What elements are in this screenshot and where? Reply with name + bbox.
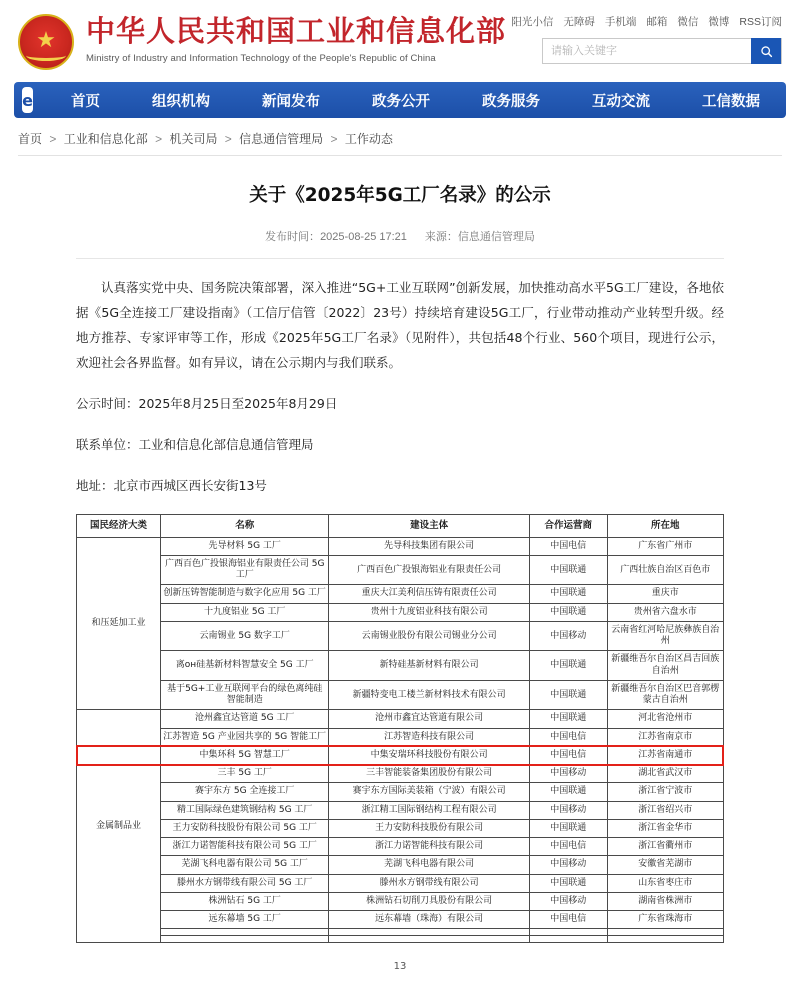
header-right: [511, 14, 782, 64]
quicklink-mobile[interactable]: 手机端: [604, 16, 637, 28]
cell-operator: 中国联通: [529, 555, 607, 585]
cell-entity: 新疆特变电工楼兰新材料技术有限公司: [329, 680, 530, 710]
cell-operator: 中国电信: [529, 537, 607, 555]
national-emblem-icon: [18, 14, 74, 70]
cell-name: 创新压铸智能制造与数字化应用 5G 工厂: [161, 585, 329, 603]
cell-operator: 中国电信: [529, 838, 607, 856]
cell-operator: 中国电信: [529, 911, 607, 929]
cell-name: 十九度铝业 5G 工厂: [161, 603, 329, 621]
nav-item-organization[interactable]: 组织机构: [152, 93, 210, 110]
cell-operator: 中国联通: [529, 651, 607, 681]
cell-location: 新疆维吾尔自治区巴音郭楞蒙古自治州: [607, 680, 723, 710]
document-meta: [76, 228, 724, 259]
table-row: [77, 936, 724, 943]
table-row: [77, 765, 724, 783]
cell-entity: [329, 929, 530, 936]
table-row: [77, 911, 724, 929]
table-container: [76, 514, 724, 944]
cell-location: 浙江省绍兴市: [607, 801, 723, 819]
breadcrumb-separator: >: [224, 132, 232, 146]
cell-operator: 中国联通: [529, 680, 607, 710]
table-row: [77, 651, 724, 681]
cell-name: [161, 936, 329, 943]
paragraph-publicity-period: 公示时间：2025年8月25日至2025年8月29日: [76, 395, 338, 411]
table-row: [77, 783, 724, 801]
breadcrumb-item-home[interactable]: 首页: [18, 132, 43, 146]
cell-entity: 先导科技集团有限公司: [329, 537, 530, 555]
breadcrumb-separator: >: [330, 132, 338, 146]
cell-name: 离он硅基新材料智慧安全 5G 工厂: [161, 651, 329, 681]
breadcrumb-item-miit[interactable]: 工业和信息化部: [63, 132, 148, 146]
cell-location: 贵州省六盘水市: [607, 603, 723, 621]
cell-location: 浙江省宁波市: [607, 783, 723, 801]
cell-operator: 中国联通: [529, 783, 607, 801]
quicklink-rss[interactable]: RSS订阅: [739, 16, 782, 28]
cell-entity: 三丰智能装备集团股份有限公司: [329, 765, 530, 783]
cell-location: 江苏省南通市: [607, 746, 723, 764]
cell-entity: 滕州水方钢带线有限公司: [329, 874, 530, 892]
table-row: [77, 874, 724, 892]
nav-item-gov-affairs-open[interactable]: 政务公开: [372, 93, 430, 110]
cell-category-group2: 金属制品业: [77, 710, 161, 943]
quicklink-accessibility[interactable]: 无障碍: [563, 16, 595, 28]
cell-name: 中集环科 5G 智慧工厂: [161, 746, 329, 764]
cell-name: 广西百色广投银海铝业有限责任公司 5G 工厂: [161, 555, 329, 585]
cell-location: 广西壮族自治区百色市: [607, 555, 723, 585]
table-body: [77, 537, 724, 943]
search-input[interactable]: [543, 39, 751, 63]
cell-name: 基于5G+工业互联网平台的绿色离纯硅智能制造: [161, 680, 329, 710]
nav-item-gov-services[interactable]: 政务服务: [482, 93, 540, 110]
cell-entity: 浙江精工国际钢结构工程有限公司: [329, 801, 530, 819]
quicklink-wechat[interactable]: 微信: [677, 16, 699, 28]
breadcrumb: [18, 130, 782, 156]
search-bar[interactable]: [542, 38, 782, 64]
breadcrumb-separator: >: [49, 132, 57, 146]
nav-item-news[interactable]: 新闻发布: [262, 93, 320, 110]
cell-name: [161, 929, 329, 936]
table-row: [77, 555, 724, 585]
col-header-entity: 建设主体: [329, 514, 530, 537]
cell-category-group1: 和压延加工业: [77, 537, 161, 710]
cell-operator: 中国移动: [529, 765, 607, 783]
table-row: [77, 838, 724, 856]
quicklinks: [511, 14, 782, 29]
search-icon: [760, 45, 773, 58]
table-row: [77, 603, 724, 621]
cell-entity: [329, 936, 530, 943]
cell-entity: 新特硅基新材料有限公司: [329, 651, 530, 681]
cell-name: 先导材料 5G 工厂: [161, 537, 329, 555]
site-title-block: [86, 12, 506, 64]
breadcrumb-item-bureau[interactable]: 信息通信管理局: [239, 132, 324, 146]
cell-name: 株洲钻石 5G 工厂: [161, 892, 329, 910]
quicklink-sunshine[interactable]: 阳光小信: [511, 16, 554, 28]
publish-time-value: 2025-08-25 17:21: [320, 230, 407, 243]
cell-entity: 云南锡业股份有限公司锡业分公司: [329, 621, 530, 651]
paragraph-contact-unit: 联系单位：工业和信息化部信息通信管理局: [76, 436, 314, 452]
factory-list-table: [76, 514, 724, 944]
table-row: [77, 856, 724, 874]
cell-entity: 江苏智造科技有限公司: [329, 728, 530, 746]
col-header-name: 名称: [161, 514, 329, 537]
cell-location: 新疆维吾尔自治区昌吉回族自治州: [607, 651, 723, 681]
publish-time-label: 发布时间：: [265, 230, 321, 243]
cell-operator: 中国移动: [529, 801, 607, 819]
table-row: [77, 710, 724, 728]
cell-name: 精工国际绿色建筑钢结构 5G 工厂: [161, 801, 329, 819]
table-row: [77, 929, 724, 936]
cell-name: 滕州水方钢带线有限公司 5G 工厂: [161, 874, 329, 892]
cell-location: 山东省枣庄市: [607, 874, 723, 892]
page-number: 13: [393, 961, 407, 973]
article: [0, 182, 800, 982]
cell-location: 湖南省株洲市: [607, 892, 723, 910]
cell-entity: 重庆大江美利信压铸有限责任公司: [329, 585, 530, 603]
site-title-cn: 中华人民共和国工业和信息化部: [86, 14, 507, 48]
cell-entity: 广西百色广投银海铝业有限责任公司: [329, 555, 530, 585]
cell-location: 浙江省金华市: [607, 819, 723, 837]
source-value[interactable]: 信息通信管理局: [457, 230, 535, 243]
cell-name: 云南锡业 5G 数字工厂: [161, 621, 329, 651]
table-row: [77, 892, 724, 910]
cell-entity: 中集安瑞环科技股份有限公司: [329, 746, 530, 764]
cell-entity: 贵州十九度铝业科技有限公司: [329, 603, 530, 621]
cell-entity: 王力安防科技股份有限公司: [329, 819, 530, 837]
table-row: [77, 819, 724, 837]
cell-location: 湖北省武汉市: [607, 765, 723, 783]
table-row: [77, 537, 724, 555]
nav-item-interaction[interactable]: 互动交流: [592, 93, 650, 110]
col-header-category: 国民经济大类: [77, 514, 161, 537]
cell-name: 三丰 5G 工厂: [161, 765, 329, 783]
cell-location: 浙江省衢州市: [607, 838, 723, 856]
cell-operator: [529, 936, 607, 943]
cell-operator: 中国联通: [529, 819, 607, 837]
cell-operator: 中国电信: [529, 728, 607, 746]
cell-operator: 中国移动: [529, 621, 607, 651]
table-row: [77, 585, 724, 603]
main-nav: [14, 82, 786, 118]
cell-operator: 中国联通: [529, 710, 607, 728]
cell-operator: 中国移动: [529, 892, 607, 910]
paragraph-address: 地址：北京市西城区西长安街13号: [76, 477, 267, 493]
cell-operator: 中国移动: [529, 856, 607, 874]
cell-location: 重庆市: [607, 585, 723, 603]
site-title-en: Ministry of Industry and Information Technology of the People's Republic of China: [86, 52, 436, 64]
search-button[interactable]: [751, 38, 781, 64]
paragraph-intro: 认真落实党中央、国务院决策部署，深入推进“5G+工业互联网”创新发展，加快推动高水平5G工厂建设，各地依据《5G全连接工厂建设指南》（工信厅信管〔2022〕23号）持续培育建设5G工厂，行业带动推动产业转型升级。经地方推荐、专家评审等工作，形成《2025年5G工厂名录》（见附件），共包括48个行业、560个项目，现进行公示，欢迎社会各界监督。如有异议，请在公示期内与我们联系。: [76, 279, 724, 370]
cell-entity: 沧州市鑫宜达管道有限公司: [329, 710, 530, 728]
breadcrumb-item-current[interactable]: 工作动态: [344, 132, 393, 146]
cell-entity: 浙江力诺智能科技有限公司: [329, 838, 530, 856]
source-label: 来源：: [424, 230, 458, 243]
col-header-location: 所在地: [607, 514, 723, 537]
cell-name: 浙江力诺智能科技有限公司 5G 工厂: [161, 838, 329, 856]
cell-name: 沧州鑫宜达管道 5G 工厂: [161, 710, 329, 728]
cell-operator: 中国联通: [529, 874, 607, 892]
cell-location: 广东省广州市: [607, 537, 723, 555]
cell-location: 广东省珠海市: [607, 911, 723, 929]
breadcrumb-separator: >: [155, 132, 163, 146]
cell-operator: 中国联通: [529, 603, 607, 621]
cell-entity: 芜湖飞科电器有限公司: [329, 856, 530, 874]
breadcrumb-item-departments[interactable]: 机关司局: [169, 132, 218, 146]
table-row: [77, 728, 724, 746]
table-row-highlighted: [77, 746, 724, 764]
cell-name: 王力安防科技股份有限公司 5G 工厂: [161, 819, 329, 837]
quicklink-weibo[interactable]: 微博: [708, 16, 730, 28]
cell-name: 远东幕墙 5G 工厂: [161, 911, 329, 929]
table-row: [77, 680, 724, 710]
site-header: [0, 0, 800, 78]
cell-location: 江苏省南京市: [607, 728, 723, 746]
nav-item-data[interactable]: 工信数据: [702, 93, 760, 110]
page-title: 关于《2025年5G工厂名录》的公示: [249, 185, 551, 206]
cell-location: 安徽省芜湖市: [607, 856, 723, 874]
quicklink-mail[interactable]: 邮箱: [646, 16, 668, 28]
cell-location: 河北省沧州市: [607, 710, 723, 728]
nav-item-home[interactable]: 首页: [71, 93, 100, 110]
cell-entity: 远东幕墙（珠海）有限公司: [329, 911, 530, 929]
cell-name: 江苏智造 5G 产业园共享的 5G 智能工厂: [161, 728, 329, 746]
cell-operator: 中国电信: [529, 746, 607, 764]
col-header-operator: 合作运营商: [529, 514, 607, 537]
nav-logo-icon[interactable]: e: [22, 87, 33, 113]
cell-operator: 中国联通: [529, 585, 607, 603]
cell-name: 赛宇东方 5G 全连接工厂: [161, 783, 329, 801]
cell-location: [607, 929, 723, 936]
cell-location: [607, 936, 723, 943]
nav-items: [45, 90, 786, 111]
table-header-row: [77, 514, 724, 537]
cell-entity: 赛宇东方国际美装箱（宁波）有限公司: [329, 783, 530, 801]
cell-location: 云南省红河哈尼族彝族自治州: [607, 621, 723, 651]
table-row: [77, 621, 724, 651]
cell-entity: 株洲钻石切削刀具股份有限公司: [329, 892, 530, 910]
cell-operator: [529, 929, 607, 936]
table-row: [77, 801, 724, 819]
cell-name: 芜湖飞科电器有限公司 5G 工厂: [161, 856, 329, 874]
